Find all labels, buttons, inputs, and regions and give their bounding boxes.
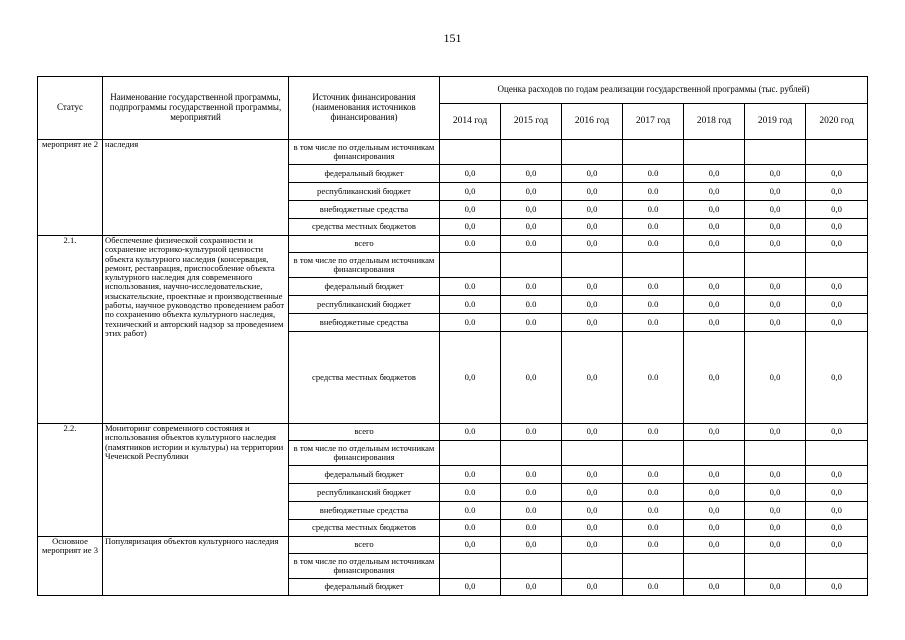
- value-cell: [684, 253, 745, 278]
- value-cell: [745, 253, 806, 278]
- value-cell: 0,0: [562, 537, 623, 554]
- value-cell: 0.0: [623, 278, 684, 296]
- page-number: 151: [443, 31, 462, 45]
- value-cell: 0.0: [623, 424, 684, 441]
- header-name: Наименование государственной программы, подпрограммы государственной программы, мероприятий: [103, 77, 289, 140]
- value-cell: 0,0: [806, 236, 868, 253]
- value-cell: 0,0: [745, 219, 806, 236]
- value-cell: 0,0: [745, 201, 806, 219]
- value-cell: 0,0: [440, 183, 501, 201]
- value-cell: 0,0: [684, 296, 745, 314]
- source-cell: федеральный бюджет: [289, 466, 440, 484]
- source-cell: всего: [289, 424, 440, 441]
- value-cell: 0.0: [440, 314, 501, 332]
- value-cell: 0,0: [501, 183, 562, 201]
- source-cell: внебюджетные средства: [289, 502, 440, 520]
- section-status: Основное мероприят ие 3: [38, 537, 103, 596]
- value-cell: [440, 441, 501, 466]
- value-cell: 0,0: [806, 332, 868, 424]
- value-cell: 0,0: [440, 219, 501, 236]
- section-status: 2.2.: [38, 424, 103, 537]
- value-cell: [562, 253, 623, 278]
- value-cell: 0,0: [745, 165, 806, 183]
- source-cell: всего: [289, 537, 440, 554]
- value-cell: 0,0: [562, 502, 623, 520]
- value-cell: [745, 554, 806, 579]
- value-cell: 0,0: [806, 201, 868, 219]
- value-cell: 0.0: [501, 502, 562, 520]
- value-cell: [623, 140, 684, 165]
- value-cell: [745, 441, 806, 466]
- value-cell: [806, 441, 868, 466]
- year-header: 2018 год: [684, 104, 745, 140]
- source-cell: в том числе по отдельным источникам финансирования: [289, 253, 440, 278]
- source-cell: федеральный бюджет: [289, 278, 440, 296]
- table-row: [38, 537, 868, 554]
- value-cell: 0.0: [623, 236, 684, 253]
- value-cell: 0,0: [684, 236, 745, 253]
- section-name: Популяризация объектов культурного наследия: [103, 537, 289, 596]
- source-cell: средства местных бюджетов: [289, 520, 440, 537]
- value-cell: 0,0: [440, 537, 501, 554]
- value-cell: [684, 441, 745, 466]
- value-cell: 0,0: [562, 219, 623, 236]
- source-cell: федеральный бюджет: [289, 165, 440, 183]
- value-cell: 0.0: [440, 278, 501, 296]
- value-cell: [440, 253, 501, 278]
- value-cell: 0.0: [623, 502, 684, 520]
- value-cell: 0,0: [562, 466, 623, 484]
- value-cell: 0.0: [501, 520, 562, 537]
- source-cell: республиканский бюджет: [289, 183, 440, 201]
- value-cell: [562, 140, 623, 165]
- source-cell: в том числе по отдельным источникам финансирования: [289, 554, 440, 579]
- source-cell: внебюджетные средства: [289, 314, 440, 332]
- value-cell: 0,0: [684, 314, 745, 332]
- value-cell: 0,0: [745, 579, 806, 596]
- value-cell: 0,0: [684, 579, 745, 596]
- value-cell: 0,0: [806, 219, 868, 236]
- value-cell: 0,0: [562, 520, 623, 537]
- value-cell: [440, 554, 501, 579]
- header-status: Статус: [38, 77, 103, 140]
- value-cell: 0,0: [440, 201, 501, 219]
- value-cell: 0,0: [684, 520, 745, 537]
- value-cell: [623, 554, 684, 579]
- value-cell: 0.0: [623, 466, 684, 484]
- value-cell: 0,0: [745, 424, 806, 441]
- value-cell: 0,0: [806, 520, 868, 537]
- value-cell: 0,0: [806, 424, 868, 441]
- value-cell: 0.0: [623, 296, 684, 314]
- value-cell: 0,0: [806, 484, 868, 502]
- value-cell: 0,0: [684, 466, 745, 484]
- value-cell: [684, 554, 745, 579]
- value-cell: 0.0: [440, 424, 501, 441]
- value-cell: 0,0: [806, 466, 868, 484]
- value-cell: 0,0: [562, 183, 623, 201]
- value-cell: 0,0: [806, 278, 868, 296]
- value-cell: 0,0: [562, 201, 623, 219]
- value-cell: 0,0: [806, 579, 868, 596]
- year-header: 2016 год: [562, 104, 623, 140]
- value-cell: 0,0: [806, 537, 868, 554]
- value-cell: 0,0: [562, 332, 623, 424]
- value-cell: 0,0: [501, 332, 562, 424]
- year-header: 2014 год: [440, 104, 501, 140]
- value-cell: [745, 140, 806, 165]
- value-cell: 0,0: [806, 183, 868, 201]
- value-cell: 0,0: [562, 579, 623, 596]
- value-cell: 0,0: [684, 502, 745, 520]
- value-cell: 0.0: [623, 314, 684, 332]
- value-cell: [501, 441, 562, 466]
- header-row: [38, 77, 868, 104]
- value-cell: [440, 140, 501, 165]
- value-cell: 0.0: [623, 219, 684, 236]
- value-cell: 0,0: [501, 201, 562, 219]
- section-name: Мониторинг современного состояния и использования объектов культурного наследия (памятников истории и культуры) на территории Чеченской Республики: [103, 424, 289, 537]
- value-cell: 0,0: [684, 332, 745, 424]
- value-cell: 0,0: [684, 201, 745, 219]
- source-cell: всего: [289, 236, 440, 253]
- value-cell: [623, 253, 684, 278]
- value-cell: [806, 140, 868, 165]
- section-status: 2.1.: [38, 236, 103, 424]
- source-cell: средства местных бюджетов: [289, 332, 440, 424]
- value-cell: 0,0: [745, 332, 806, 424]
- value-cell: 0,0: [562, 278, 623, 296]
- value-cell: 0,0: [684, 165, 745, 183]
- value-cell: [684, 140, 745, 165]
- value-cell: 0,0: [745, 296, 806, 314]
- value-cell: 0.0: [501, 278, 562, 296]
- section-name: наследия: [103, 140, 289, 236]
- value-cell: 0,0: [745, 183, 806, 201]
- source-cell: в том числе по отдельным источникам финансирования: [289, 140, 440, 165]
- value-cell: 0,0: [684, 424, 745, 441]
- header-source: Источник финансирования (наименования источников финансирования): [289, 77, 440, 140]
- value-cell: 0,0: [745, 314, 806, 332]
- value-cell: 0,0: [440, 579, 501, 596]
- value-cell: 0.0: [501, 424, 562, 441]
- value-cell: 0,0: [745, 484, 806, 502]
- value-cell: 0,0: [806, 296, 868, 314]
- value-cell: 0.0: [440, 502, 501, 520]
- value-cell: 0,0: [562, 236, 623, 253]
- value-cell: 0.0: [501, 296, 562, 314]
- table-row: [38, 140, 868, 165]
- value-cell: 0,0: [501, 165, 562, 183]
- value-cell: [501, 140, 562, 165]
- value-cell: 0,0: [440, 332, 501, 424]
- value-cell: 0,0: [745, 278, 806, 296]
- source-cell: средства местных бюджетов: [289, 219, 440, 236]
- value-cell: 0.0: [623, 579, 684, 596]
- value-cell: 0,0: [745, 466, 806, 484]
- value-cell: 0,0: [806, 314, 868, 332]
- value-cell: 0.0: [501, 484, 562, 502]
- table-row: [38, 236, 868, 253]
- value-cell: 0.0: [501, 314, 562, 332]
- value-cell: 0,0: [501, 537, 562, 554]
- source-cell: республиканский бюджет: [289, 296, 440, 314]
- budget-table: [37, 76, 868, 596]
- value-cell: 0.0: [440, 466, 501, 484]
- value-cell: 0,0: [745, 520, 806, 537]
- value-cell: 0,0: [501, 219, 562, 236]
- section-name: Обеспечение физической сохранности и сохранение историко-культурной ценности объекта культурного наследия (консервация, ремонт, реставрация, приспособление объекта культурного наследия для современного использования, научно-исследовательские, изыскательские, проектные и производственные работы, научное руководство проведением работ по сохранению объекта культурного наследия, технический и авторский надзор за проведением этих работ): [103, 236, 289, 424]
- value-cell: 0.0: [440, 236, 501, 253]
- value-cell: 0,0: [562, 165, 623, 183]
- value-cell: [501, 253, 562, 278]
- value-cell: 0.0: [623, 537, 684, 554]
- table-row: [38, 424, 868, 441]
- value-cell: [562, 554, 623, 579]
- value-cell: 0.0: [623, 165, 684, 183]
- value-cell: 0.0: [623, 332, 684, 424]
- source-cell: внебюджетные средства: [289, 201, 440, 219]
- value-cell: 0.0: [623, 201, 684, 219]
- value-cell: 0,0: [562, 484, 623, 502]
- value-cell: 0,0: [562, 314, 623, 332]
- value-cell: 0,0: [684, 219, 745, 236]
- value-cell: 0,0: [562, 296, 623, 314]
- value-cell: 0.0: [623, 484, 684, 502]
- section-status: мероприят ие 2: [38, 140, 103, 236]
- source-cell: республиканский бюджет: [289, 484, 440, 502]
- value-cell: [501, 554, 562, 579]
- value-cell: [806, 253, 868, 278]
- value-cell: 0,0: [440, 165, 501, 183]
- value-cell: 0,0: [501, 579, 562, 596]
- value-cell: 0.0: [623, 520, 684, 537]
- source-cell: в том числе по отдельным источникам финансирования: [289, 441, 440, 466]
- value-cell: 0,0: [684, 537, 745, 554]
- value-cell: [623, 441, 684, 466]
- value-cell: [806, 554, 868, 579]
- value-cell: 0.0: [440, 484, 501, 502]
- value-cell: 0,0: [684, 484, 745, 502]
- year-header: 2017 год: [623, 104, 684, 140]
- year-header: 2015 год: [501, 104, 562, 140]
- value-cell: [562, 441, 623, 466]
- value-cell: 0,0: [745, 537, 806, 554]
- value-cell: 0.0: [440, 520, 501, 537]
- header-estimate: Оценка расходов по годам реализации государственной программы (тыс. рублей): [440, 77, 868, 104]
- value-cell: 0,0: [684, 278, 745, 296]
- value-cell: 0.0: [501, 236, 562, 253]
- value-cell: 0,0: [684, 183, 745, 201]
- value-cell: 0.0: [440, 296, 501, 314]
- value-cell: 0,0: [745, 502, 806, 520]
- value-cell: 0,0: [745, 236, 806, 253]
- value-cell: 0.0: [623, 183, 684, 201]
- value-cell: 0,0: [562, 424, 623, 441]
- value-cell: 0,0: [806, 502, 868, 520]
- year-header: 2020 год: [806, 104, 868, 140]
- source-cell: федеральный бюджет: [289, 579, 440, 596]
- year-header: 2019 год: [745, 104, 806, 140]
- value-cell: 0.0: [501, 466, 562, 484]
- value-cell: 0,0: [806, 165, 868, 183]
